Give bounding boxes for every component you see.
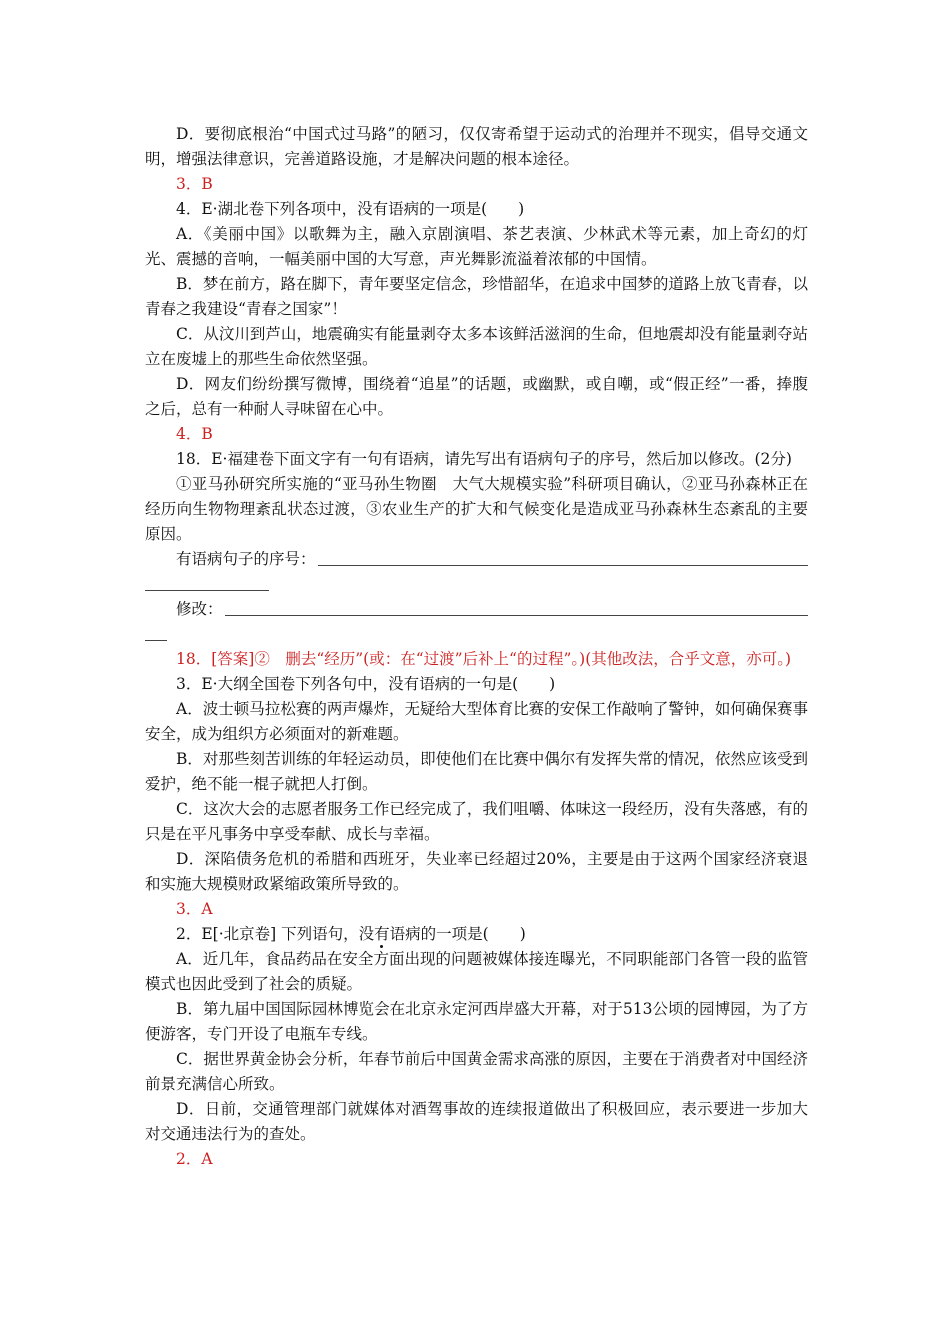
- blank-label-sentence-number: 有语病句子的序号：: [176, 550, 316, 568]
- document-page: [145, 122, 808, 1172]
- question-3-option-d: D．深陷债务危机的希腊和西班牙，失业率已经超过20%，主要是由于这两个国家经济衰退和实施大规模财政紧缩政策所导致的。: [145, 850, 808, 893]
- emphasis-dot-char: 有: [374, 925, 390, 943]
- answer-18: 18．[答案]② 删去“经历”(或：在“过渡”后补上“的过程”。)(其他改法，合乎文意，亦可。): [176, 650, 792, 668]
- question-3-stem: 3．E·大纲全国卷下列各句中，没有语病的一句是( ): [176, 675, 556, 693]
- question-2-stem: [145, 922, 808, 947]
- question-4-option-b: B．梦在前方，路在脚下，青年要坚定信念，珍惜韶华，在追求中国梦的道路上放飞青春，以青春之我建设“青春之国家”！: [145, 275, 808, 318]
- question-3-option-b: B．对那些刻苦训练的年轻运动员，即使他们在比赛中偶尔有发挥失常的情况，依然应该受到爱护，绝不能一棍子就把人打倒。: [145, 750, 808, 793]
- question-option-d: D．要彻底根治“中国式过马路”的陋习，仅仅寄希望于运动式的治理并不现实，倡导交通文明，增强法律意识，完善道路设施，才是解决问题的根本途径。: [145, 125, 808, 168]
- question-18-passage: ①亚马孙研究所实施的“亚马孙生物圈 大气大规模实验”科研项目确认，②亚马孙森林正在经历向生物物理紊乱状态过渡，③农业生产的扩大和气候变化是造成亚马孙森林生态紊乱的主要原因。: [145, 475, 808, 543]
- question-4-option-d: D．网友们纷纷撰写微博，围绕着“追星”的话题，或幽默，或自嘲，或“假正经”一番，捧腹之后，总有一种耐人寻味留在心中。: [145, 375, 808, 418]
- answer-3-b: 3．B: [176, 175, 213, 193]
- blank-label-correction: 修改：: [176, 600, 223, 618]
- answer-4-b: 4．B: [176, 425, 213, 443]
- question-2-option-b: B．第九届中国国际园林博览会在北京永定河西岸盛大开幕，对于513公顷的园博园，为了方便游客，专门开设了电瓶车专线。: [145, 1000, 808, 1043]
- question-3-option-c: C．这次大会的志愿者服务工作已经完成了，我们咀嚼、体味这一段经历，没有失落感，有的只是在平凡事务中享受奉献、成长与幸福。: [145, 800, 808, 843]
- answer-blank-correction: [145, 597, 808, 622]
- answer-2-a: 2．A: [176, 1150, 213, 1168]
- blank-underline-continuation: [145, 622, 808, 647]
- question-4-stem: 4．E·湖北卷下列各项中，没有语病的一项是( ): [176, 200, 525, 218]
- answer-blank-sentence-number: [145, 547, 808, 572]
- answer-3-a: 3．A: [176, 900, 213, 918]
- question-3-option-a: A．波士顿马拉松赛的两声爆炸，无疑给大型体育比赛的安保工作敲响了警钟，如何确保赛事安全，成为组织方必须面对的新难题。: [145, 700, 808, 743]
- question-2-stem-start: 2．E[·北京卷] 下列语句，没: [176, 925, 375, 943]
- blank-underline: [318, 565, 808, 566]
- question-4-option-c: C．从汶川到芦山，地震确实有能量剥夺太多本该鲜活滋润的生命，但地震却没有能量剥夺站立在废墟上的那些生命依然坚强。: [145, 325, 808, 368]
- question-4-option-a: A．《美丽中国》以歌舞为主，融入京剧演唱、茶艺表演、少林武术等元素，加上奇幻的灯光、震撼的音响，一幅美丽中国的大写意，声光舞影流溢着浓郁的中国情。: [145, 225, 808, 268]
- blank-underline-continuation: [145, 572, 808, 597]
- question-2-option-c: C．据世界黄金协会分析，年春节前后中国黄金需求高涨的原因，主要在于消费者对中国经济前景充满信心所致。: [145, 1050, 808, 1093]
- blank-underline: [225, 615, 808, 616]
- question-2-option-d: D．日前，交通管理部门就媒体对酒驾事故的连续报道做出了积极回应，表示要进一步加大对交通违法行为的查处。: [145, 1100, 808, 1143]
- question-2-option-a: A．近几年，食品药品在安全方面出现的问题被媒体接连曝光，不同职能部门各管一段的监管模式也因此受到了社会的质疑。: [145, 950, 808, 993]
- question-2-stem-end: 语病的一项是( ): [389, 925, 526, 943]
- question-18-stem: 18．E·福建卷下面文字有一句有语病，请先写出有语病句子的序号，然后加以修改。(2分): [176, 450, 792, 468]
